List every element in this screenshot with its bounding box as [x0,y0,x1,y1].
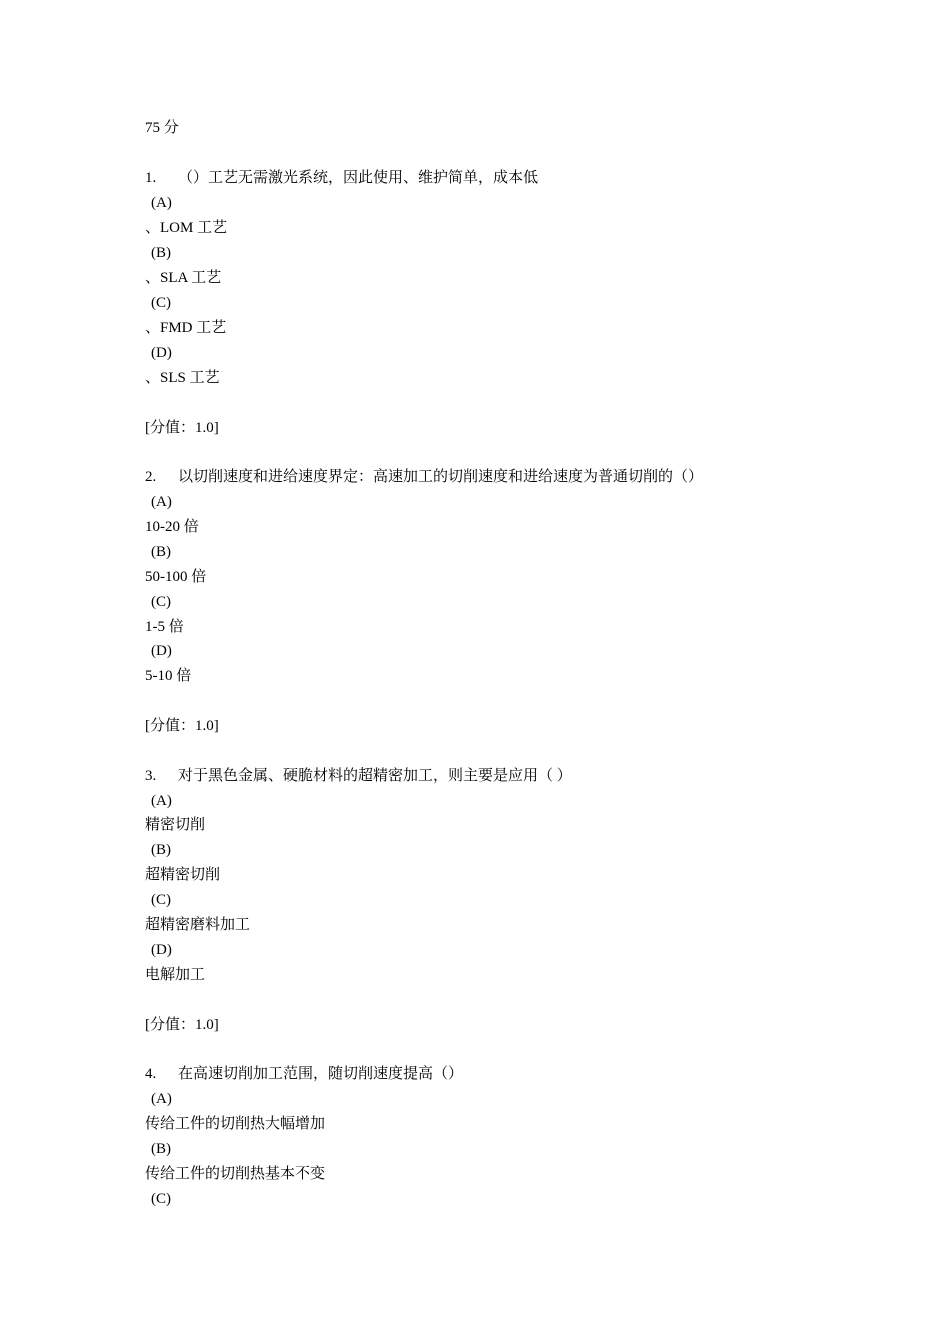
q3-option-d-letter: (D) [151,942,172,958]
q2-option-a-text: 10-20 倍 [145,519,199,535]
total-score: 75 分 [145,120,179,136]
q3-option-b-text: 超精密切削 [145,867,221,883]
q1-option-d-text: 、SLS 工艺 [145,370,220,386]
q3-option-d-text: 电解加工 [145,967,206,983]
question-4-number: 4. [145,1066,157,1082]
question-2-number: 2. [145,469,157,485]
q1-option-c-letter: (C) [151,295,171,311]
question-1-text: （）工艺无需激光系统，因此使用、维护简单，成本低 [178,170,539,186]
q3-option-a-letter: (A) [151,793,172,809]
question-2 [145,467,703,487]
q2-score: [分值：1.0] [145,718,219,734]
question-1 [145,168,538,188]
question-2-text: 以切削速度和进给速度界定：高速加工的切削速度和进给速度为普通切削的（） [178,469,704,485]
q3-score: [分值：1.0] [145,1017,219,1033]
q2-option-a-letter: (A) [151,494,172,510]
q4-option-b-letter: (B) [151,1141,171,1157]
q1-score: [分值：1.0] [145,420,219,436]
q2-option-d-text: 5-10 倍 [145,668,192,684]
q2-option-b-letter: (B) [151,544,171,560]
q4-option-a-text: 传给工件的切削热大幅增加 [145,1116,326,1132]
q3-option-c-text: 超精密磨料加工 [145,917,251,933]
q2-option-c-text: 1-5 倍 [145,619,184,635]
q1-option-c-text: 、FMD 工艺 [145,320,227,336]
question-4 [145,1064,463,1084]
q3-option-a-text: 精密切削 [145,817,206,833]
q2-option-c-letter: (C) [151,594,171,610]
q4-option-a-letter: (A) [151,1091,172,1107]
q4-option-c-letter: (C) [151,1191,171,1207]
question-1-number: 1. [145,170,157,186]
question-4-text: 在高速切削加工范围，随切削速度提高（） [178,1066,464,1082]
question-3 [145,766,572,786]
q1-option-b-letter: (B) [151,245,171,261]
q3-option-c-letter: (C) [151,892,171,908]
q1-option-d-letter: (D) [151,345,172,361]
q3-option-b-letter: (B) [151,842,171,858]
q1-option-a-letter: (A) [151,195,172,211]
question-3-text: 对于黑色金属、硬脆材料的超精密加工，则主要是应用（ ） [178,768,572,784]
question-3-number: 3. [145,768,157,784]
q2-option-b-text: 50-100 倍 [145,569,207,585]
q1-option-a-text: 、LOM 工艺 [145,220,228,236]
q4-option-b-text: 传给工件的切削热基本不变 [145,1166,326,1182]
q2-option-d-letter: (D) [151,643,172,659]
q1-option-b-text: 、SLA 工艺 [145,270,222,286]
